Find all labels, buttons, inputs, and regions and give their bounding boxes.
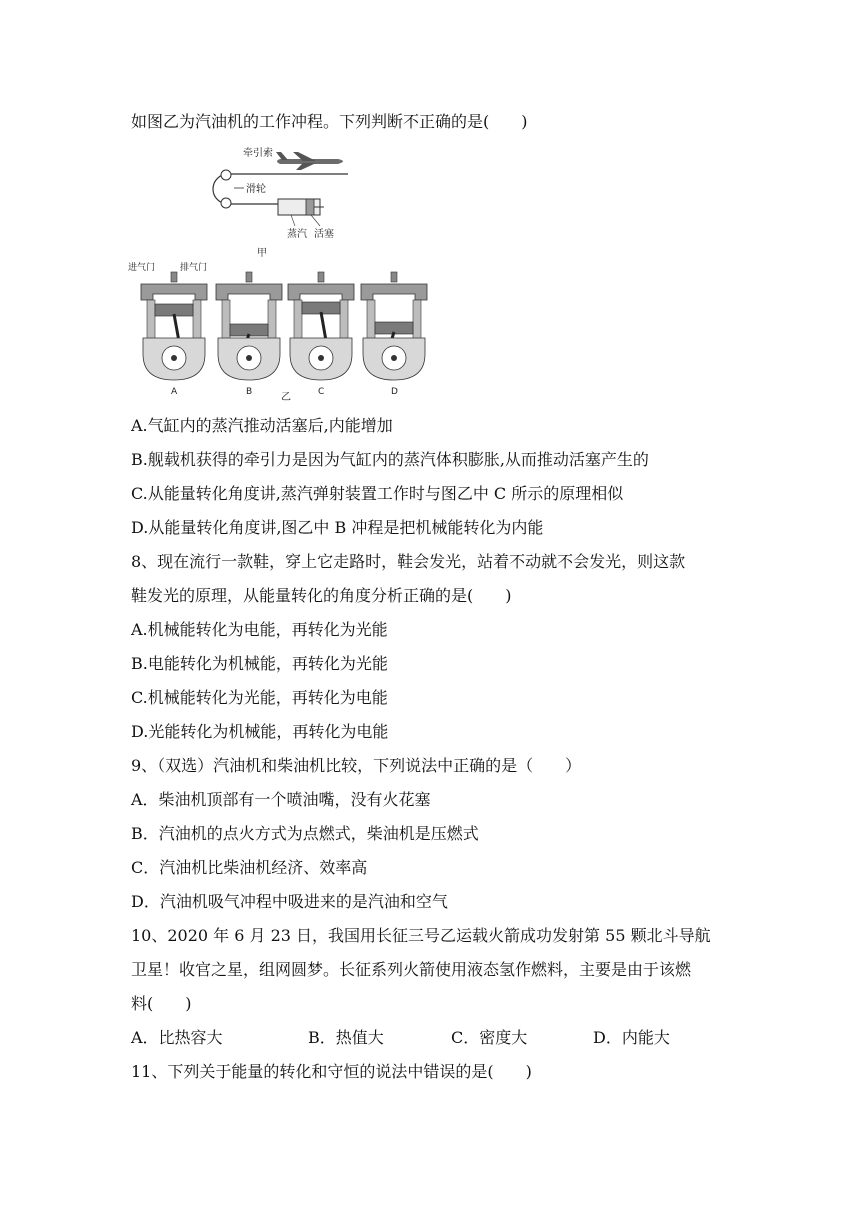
q7-option-b: B.舰载机获得的牵引力是因为气缸内的蒸汽体积膨胀,从而推动活塞产生的 [131, 450, 649, 469]
q7-option-d: D.从能量转化角度讲,图乙中 B 冲程是把机械能转化为内能 [131, 518, 544, 537]
q7-option-a: A.气缸内的蒸汽推动活塞后,内能增加 [131, 416, 393, 435]
engine-label-a: A [171, 387, 178, 397]
q7-option-c: C.从能量转化角度讲,蒸汽弹射装置工作时与图乙中 C 所示的原理相似 [131, 484, 624, 503]
q9-option-d: D．汽油机吸气冲程中吸进来的是汽油和空气 [131, 892, 448, 911]
q10-option-a: A．比热容大 [131, 1028, 223, 1047]
q9-option-a: A．柴油机顶部有一个喷油嘴，没有火花塞 [131, 790, 431, 809]
engine-label-d: D [391, 387, 398, 397]
q10-options [131, 1027, 691, 1049]
label-pulley: 滑轮 [246, 184, 266, 195]
q9-option-b: B．汽油机的点火方式为点燃式，柴油机是压燃式 [131, 824, 479, 843]
question-11-stem: 11、下列关于能量的转化和守恒的说法中错误的是( ) [131, 1062, 532, 1081]
caption-figure-jia: 甲 [257, 248, 267, 259]
engine-figure [128, 142, 458, 404]
engine-label-b: B [246, 387, 253, 397]
question-10-stem-line2: 卫星！收官之星，组网圆梦。长征系列火箭使用液态氢作燃料，主要是由于该燃 [131, 960, 692, 979]
engine-strokes [141, 272, 427, 397]
q8-option-c: C.机械能转化为光能，再转化为电能 [131, 688, 388, 707]
caption-figure-yi: 乙 [281, 392, 291, 403]
question-8-stem-line2: 鞋发光的原理，从能量转化的角度分析正确的是( ) [131, 586, 512, 605]
label-traction-cable: 牵引索 [243, 148, 273, 159]
question-7-stem: 如图乙为汽油机的工作冲程。下列判断不正确的是( ) [131, 112, 528, 131]
q10-option-b: B．热值大 [308, 1028, 384, 1047]
question-10-stem-line1: 10、2020 年 6 月 23 日，我国用长征三号乙运载火箭成功发射第 55 颗北斗导航 [131, 926, 711, 945]
label-steam: 蒸汽 [287, 229, 307, 240]
engine-b [216, 272, 282, 397]
label-exhaust-valve: 排气门 [180, 263, 208, 273]
engine-label-c: C [318, 387, 325, 397]
engine-c [288, 272, 354, 397]
label-piston: 活塞 [314, 229, 334, 240]
catapult-diagram [213, 146, 348, 259]
engine-a [141, 272, 207, 397]
q8-option-d: D.光能转化为机械能，再转化为电能 [131, 722, 389, 741]
question-9-stem: 9、（双选）汽油机和柴油机比较，下列说法中正确的是（ ） [131, 756, 582, 775]
engine-d [361, 272, 427, 397]
airplane-icon [276, 152, 343, 170]
pulley-bottom [221, 198, 231, 208]
q8-option-b: B.电能转化为机械能，再转化为光能 [131, 654, 388, 673]
q10-option-d: D．内能大 [593, 1028, 670, 1047]
question-10-stem-line3: 料( ) [131, 994, 192, 1013]
q10-option-c: C．密度大 [451, 1028, 528, 1047]
question-8-stem-line1: 8、现在流行一款鞋，穿上它走路时，鞋会发光，站着不动就不会发光，则这款 [131, 552, 686, 571]
q9-option-c: C．汽油机比柴油机经济、效率高 [131, 858, 368, 877]
q8-option-a: A.机械能转化为电能，再转化为光能 [131, 620, 388, 639]
pulley-top [221, 170, 231, 180]
label-intake-valve: 进气门 [128, 263, 156, 273]
